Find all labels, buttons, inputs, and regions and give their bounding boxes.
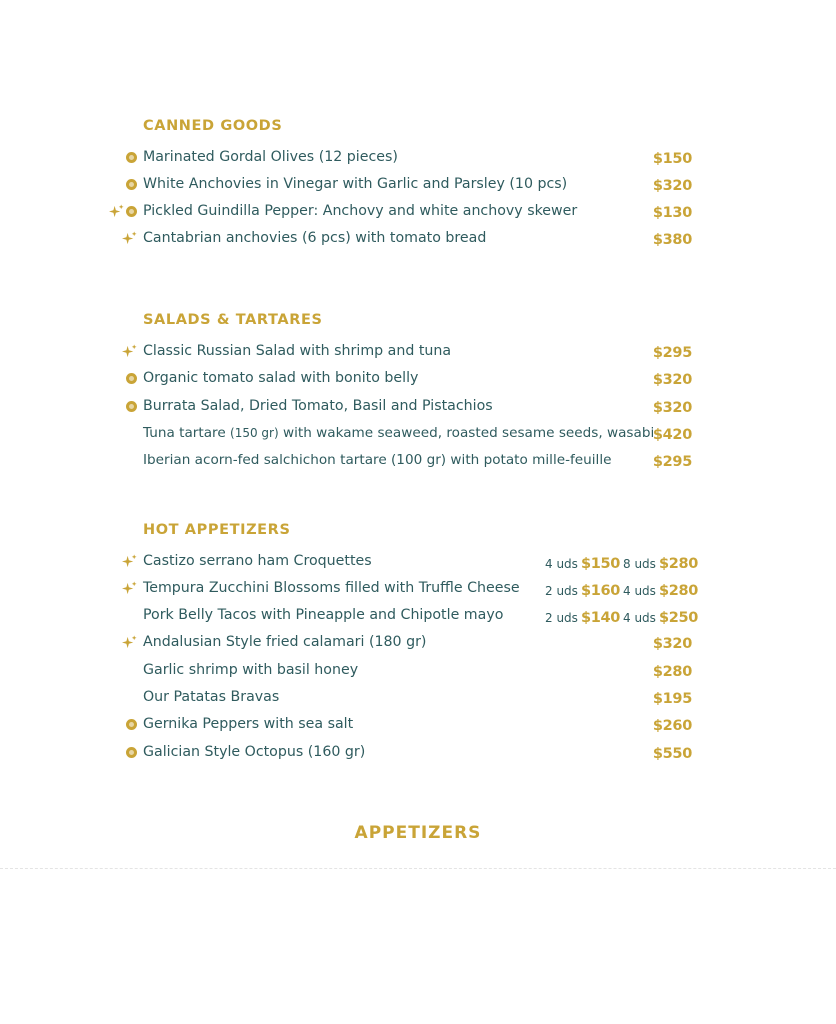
- menu-item: [0, 450, 836, 474]
- item-price: $380: [652, 232, 692, 248]
- item-name: Organic tomato salad with bonito belly: [143, 370, 419, 386]
- item-price: $320: [652, 372, 692, 388]
- menu-item: [0, 174, 836, 198]
- section-title: SALADS & TARTARES: [143, 312, 323, 328]
- coin-icon: [126, 719, 137, 730]
- coin-icon: [126, 401, 137, 412]
- item-name: Garlic shrimp with basil honey: [143, 662, 359, 678]
- item-price: $260: [652, 718, 692, 734]
- unit-option: 2 uds $140: [545, 610, 621, 626]
- coin-icon: [126, 747, 137, 758]
- item-name: Andalusian Style fried calamari (180 gr): [143, 634, 427, 650]
- item-price: $130: [652, 205, 692, 221]
- item-name: Burrata Salad, Dried Tomato, Basil and Pistachios: [143, 398, 493, 414]
- item-price: $150: [652, 151, 692, 167]
- menu-item: [0, 742, 836, 766]
- item-price: $320: [652, 178, 692, 194]
- item-name: Our Patatas Bravas: [143, 689, 280, 705]
- unit-option: 8 uds $280: [623, 556, 699, 572]
- item-name: Castizo serrano ham Croquettes: [143, 553, 372, 569]
- menu-item: [0, 714, 836, 738]
- item-name: Gernika Peppers with sea salt: [143, 716, 354, 732]
- unit-option: 4 uds $250: [623, 610, 699, 626]
- coin-icon: [126, 152, 137, 163]
- item-name: Classic Russian Salad with shrimp and tuna: [143, 343, 452, 359]
- item-name: Tempura Zucchini Blossoms filled with Truffle Cheese: [143, 580, 520, 596]
- menu-item: [0, 368, 836, 392]
- menu-item: [0, 605, 836, 629]
- menu-item: [0, 687, 836, 711]
- unit-option: 2 uds $160: [545, 583, 621, 599]
- item-name: Iberian acorn-fed salchichon tartare (100 gr) with potato mille-feuille: [143, 452, 612, 468]
- item-price: $280: [652, 664, 692, 680]
- item-name: Pork Belly Tacos with Pineapple and Chipotle mayo: [143, 607, 504, 623]
- menu-item: [0, 551, 836, 575]
- item-price: $295: [652, 454, 692, 470]
- item-price: $550: [652, 746, 692, 762]
- menu-item: [0, 632, 836, 656]
- sparkle-icon: [122, 344, 137, 359]
- sparkle-icon: [122, 581, 137, 596]
- item-name: Marinated Gordal Olives (12 pieces): [143, 149, 398, 165]
- item-name: Galician Style Octopus (160 gr): [143, 744, 366, 760]
- unit-option: 4 uds $280: [623, 583, 699, 599]
- item-name: Pickled Guindilla Pepper: Anchovy and white anchovy skewer: [143, 203, 578, 219]
- menu-item: [0, 228, 836, 252]
- footer-title: APPETIZERS: [354, 823, 482, 843]
- divider: [0, 868, 836, 869]
- menu-item: [0, 341, 836, 365]
- sparkle-icon: [109, 204, 124, 219]
- item-name: Cantabrian anchovies (6 pcs) with tomato bread: [143, 230, 487, 246]
- menu-item: [0, 396, 836, 420]
- item-name: Tuna tartare (150 gr) with wakame seaweed, roasted sesame seeds, wasabi: [143, 425, 655, 441]
- item-price: $420: [652, 427, 692, 443]
- unit-option: 4 uds $150: [545, 556, 621, 572]
- coin-icon: [126, 373, 137, 384]
- menu-item: [0, 660, 836, 684]
- coin-icon: [126, 206, 137, 217]
- item-price: $195: [652, 691, 692, 707]
- item-price: $320: [652, 400, 692, 416]
- menu-item: [0, 201, 836, 225]
- item-price: $295: [652, 345, 692, 361]
- menu-item: [0, 578, 836, 602]
- section-title: CANNED GOODS: [143, 118, 283, 134]
- menu-item: [0, 423, 836, 447]
- section-title: HOT APPETIZERS: [143, 522, 291, 538]
- sparkle-icon: [122, 635, 137, 650]
- coin-icon: [126, 179, 137, 190]
- sparkle-icon: [122, 231, 137, 246]
- item-name: White Anchovies in Vinegar with Garlic and Parsley (10 pcs): [143, 176, 568, 192]
- menu-item: [0, 147, 836, 171]
- item-price: $320: [652, 636, 692, 652]
- sparkle-icon: [122, 554, 137, 569]
